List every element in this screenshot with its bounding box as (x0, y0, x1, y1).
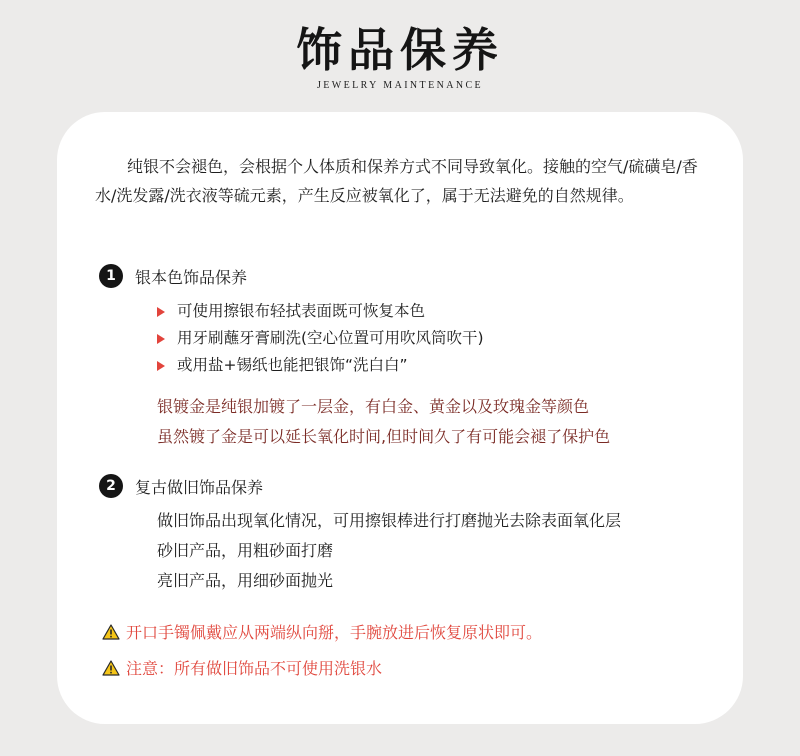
bullet-text: 用牙刷蘸牙膏刷洗(空心位置可用吹风筒吹干) (177, 329, 484, 347)
gold-note: 虽然镀了金是可以延长氧化时间,但时间久了有可能会褪了保护色 (157, 427, 611, 446)
page-subtitle: JEWELRY MAINTENANCE (316, 80, 484, 91)
section-1-title: 银本色饰品保养 (135, 267, 248, 287)
header (0, 22, 800, 91)
list-item: 做旧饰品出现氧化情况，可用擦银棒进行打磨抛光去除表面氧化层 (157, 511, 622, 530)
page-title: 饰品保养 (296, 23, 504, 77)
section-2-header (99, 474, 263, 498)
section-2-title: 复古做旧饰品保养 (135, 477, 264, 497)
bullet-text: 可使用擦银布轻拭表面既可恢复本色 (177, 302, 426, 320)
gold-note: 银镀金是纯银加镀了一层金，有白金、黄金以及玫瑰金等颜色 (157, 397, 590, 416)
triangle-bullet-icon (157, 361, 165, 371)
content-card (57, 112, 743, 724)
warning-bangle (102, 620, 542, 643)
list-item (157, 352, 484, 379)
section-2-lines (157, 506, 621, 596)
triangle-bullet-icon (157, 334, 165, 344)
gold-plating-notes (157, 392, 610, 452)
list-item (157, 325, 484, 352)
list-item: 亮旧产品，用细砂面抛光 (157, 571, 334, 590)
number-badge-2: 2 (99, 474, 123, 498)
warning-icon (102, 660, 120, 676)
bullet-text: 或用盐+锡纸也能把银饰“洗白白” (177, 356, 408, 374)
warning-icon (102, 624, 120, 640)
warning-text: 注意：所有做旧饰品不可使用洗银水 (126, 659, 383, 678)
section-1-bullets (157, 298, 484, 379)
section-1-header (99, 264, 247, 288)
intro-paragraph: 纯银不会褪色，会根据个人体质和保养方式不同导致氧化。接触的空气/硫磺皂/香水/洗发露/洗衣液等硫元素，产生反应被氧化了，属于无法避免的自然规律。 (95, 157, 698, 205)
number-badge-1: 1 (99, 264, 123, 288)
list-item (157, 298, 484, 325)
triangle-bullet-icon (157, 307, 165, 317)
warning-silver-wash (102, 656, 382, 679)
list-item: 砂旧产品，用粗砂面打磨 (157, 541, 334, 560)
warning-text: 开口手镯佩戴应从两端纵向掰，手腕放进后恢复原状即可。 (126, 623, 543, 642)
